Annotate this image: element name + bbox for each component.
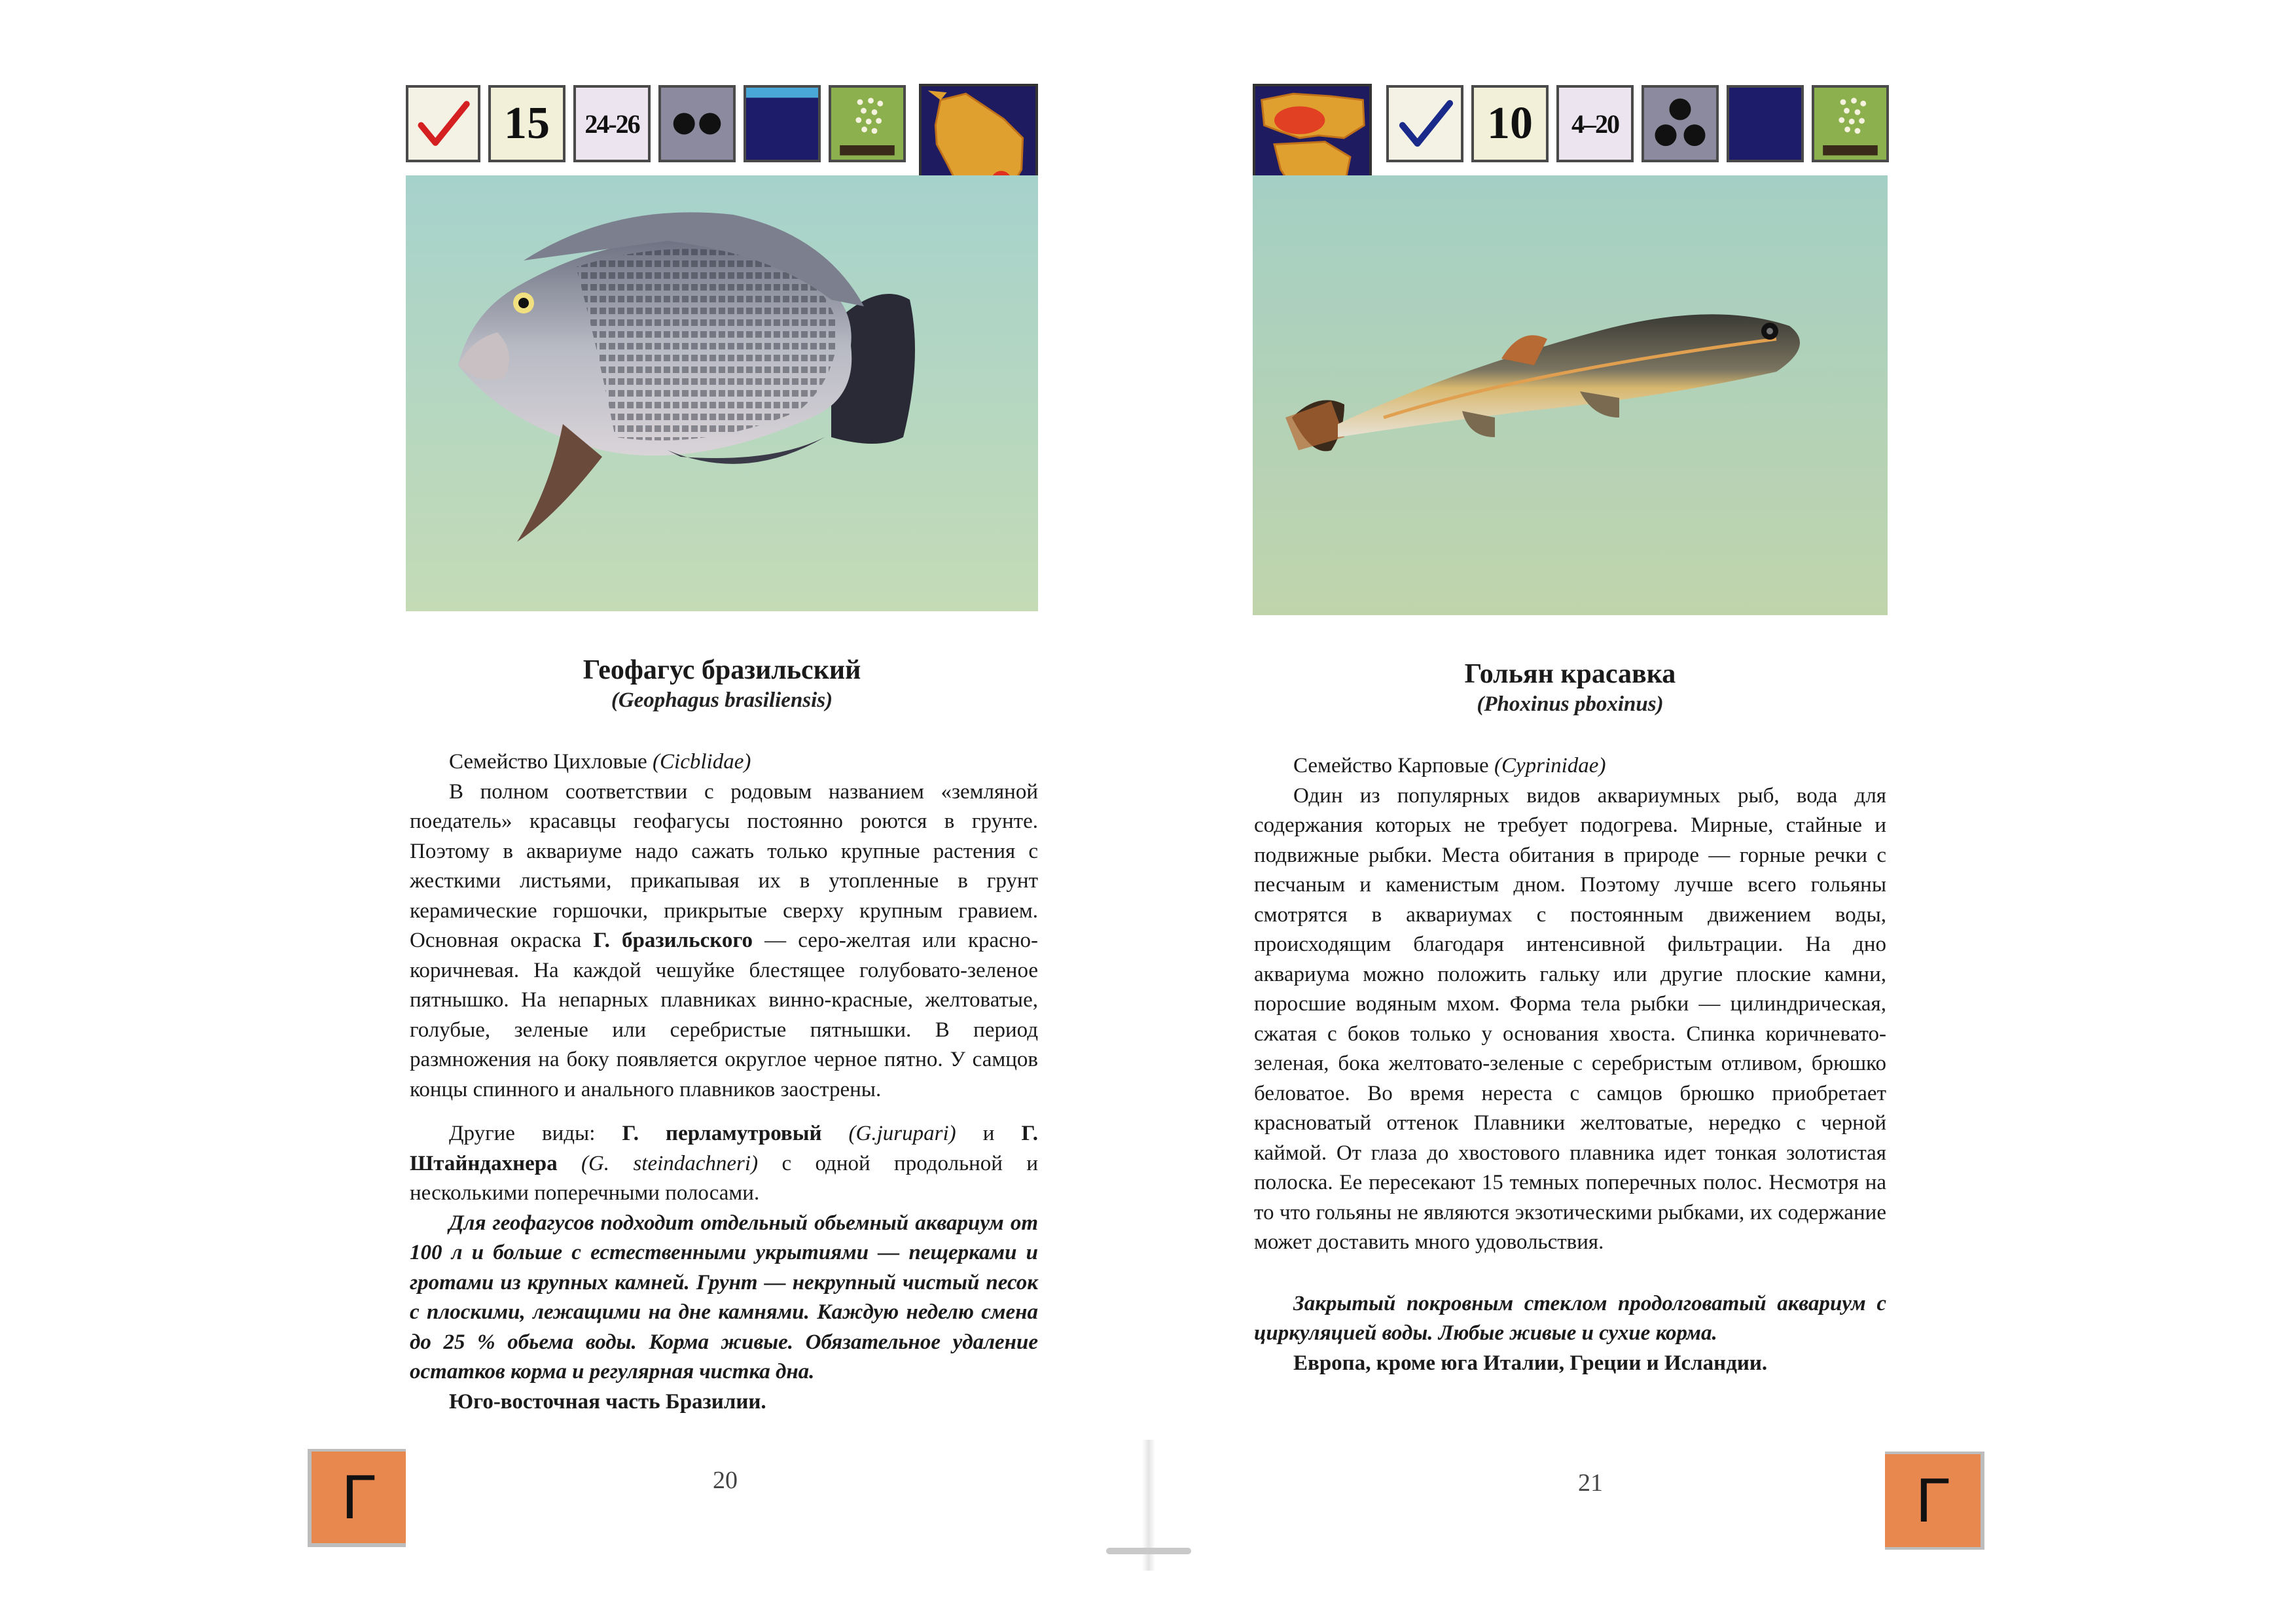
compatibility-check-icon bbox=[1386, 85, 1463, 162]
temperature-badge bbox=[573, 85, 651, 162]
right-page bbox=[1148, 0, 2296, 1623]
habitat-region: Европа, кроме юга Италии, Греции и Исландии. bbox=[1293, 1351, 1768, 1375]
family-label: Семейство Карповые bbox=[1293, 754, 1494, 777]
alphabet-tab-letter: Г bbox=[312, 1452, 406, 1543]
other-species-text: с одной продольной и несколькими поперечными полосами. bbox=[410, 1151, 1038, 1205]
family-label: Семейство Цихловые bbox=[449, 750, 653, 774]
alphabet-tab-letter: Г bbox=[1885, 1454, 1981, 1547]
other-species-2: Г. Штайндахнера bbox=[410, 1122, 1038, 1175]
habitat-region: Юго-восточная часть Бразилии. bbox=[449, 1389, 766, 1414]
other-species-and: и bbox=[956, 1122, 1022, 1145]
page-number: 21 bbox=[1578, 1469, 1603, 1497]
temperature-value: 24-26 bbox=[584, 109, 639, 139]
water-level-dots-icon bbox=[658, 85, 736, 162]
family-latin: (Cicblidae) bbox=[653, 750, 751, 774]
other-species-2-latin: (G. steindachneri) bbox=[557, 1151, 759, 1175]
description-species-bold: Г. бразильского bbox=[593, 929, 753, 952]
fish-size-badge bbox=[1471, 85, 1549, 162]
fish-size-badge bbox=[488, 85, 565, 162]
other-species-paragraph bbox=[410, 1119, 1038, 1209]
compatibility-check-icon bbox=[406, 85, 480, 162]
other-species-1-latin: (G.jurupari) bbox=[821, 1122, 956, 1145]
species-description bbox=[410, 747, 1038, 1417]
plant-food-icon bbox=[829, 85, 906, 162]
page-number: 20 bbox=[713, 1467, 738, 1494]
other-species-1: Г. перламутровый bbox=[622, 1122, 822, 1145]
description-paragraph: Один из популярных видов аквариумных рыб, вода для содержания которых не требует подогрева. Мирные, стайные и подвижные рыбки. Места обитания в природе — горные речки с песчаным и каменистым дном. Поэтому лучше всего гольяны смотрятся в аквариумах с постоянным движением воды, происходящим благодаря интенсивной фильтрации. На дно аквариума можно положить гальку или другие плоские камни, поросшие водяным мхом. Форма тела рыбки — цилиндрическая, сжатая с боков только у основания хвоста. Спинка коричневато-зеленая, бока желтовато-зеленые с серебристым отливом, брюшко беловатое. Во время нереста с самцов брюшко приобретает красноватый оттенок Плавники желтоватые, нередко с черной каймой. От глаза до хвостового плавника идет тонкая золотистая полоска. Ее пересекают 15 темных поперечных полос. Несмотря на то что гольяны не являются экзотическими рыбками, их содержание может доставить много удовольствия. bbox=[1254, 783, 1886, 1254]
family-latin: (Cyprinidae) bbox=[1494, 754, 1606, 777]
book-bottom-shadow bbox=[1106, 1548, 1191, 1554]
fish-size-value: 10 bbox=[1487, 98, 1533, 149]
family-line bbox=[410, 747, 1038, 777]
care-note: Для геофагусов подходит отдельный обьемный аквариум от 100 л и больше с естественными укрытиями — пещерками и гротами из крупных камней. Грунт — некрупный чистый песок с плоскими, лежащими на дне камнями. Каждую неделю смена до 25 % обьема воды. Корма живые. Обязательное удаление остатков корма и регулярная чистка дна. bbox=[410, 1211, 1038, 1383]
family-line bbox=[1254, 751, 1886, 781]
water-column-icon bbox=[744, 85, 821, 162]
species-title: Гольян красавка bbox=[1464, 659, 1676, 689]
temperature-badge bbox=[1556, 85, 1634, 162]
description-text-b: — серо-желтая или красно-коричневая. На каждой чешуйке блестящее голубовато-зеленое пятнышко. На непарных плавниках винно-красные, желтоватые, голубые, зеленые или серебристые пятнышки. В период размножения на боку появляется округлое черное пятно. У самцов концы спинного и анального плавников заострены. bbox=[410, 929, 1038, 1101]
species-latin-name: (Geophagus brasiliensis) bbox=[611, 688, 833, 712]
species-title: Геофагус бразильский bbox=[583, 655, 861, 685]
water-column-icon bbox=[1727, 85, 1804, 162]
fish-photo-minnow bbox=[1253, 175, 1888, 615]
species-description bbox=[1254, 751, 1886, 1378]
fish-photo-geophagus bbox=[406, 175, 1038, 611]
temperature-value: 4–20 bbox=[1571, 109, 1619, 139]
fish-size-value: 15 bbox=[504, 98, 550, 149]
species-latin-name: (Phoxinus pboxinus) bbox=[1477, 692, 1664, 716]
description-text-a: В полном соответствии с родовым названием «земляной поедатель» красавцы геофагусы постоянно роются в грунте. Поэтому в аквариуме надо сажать только крупные растения с жесткими листьями, прикапывая их в утопленные в грунт керамические горшочки, прикрытые сверху крупным гравием. Основная окраска bbox=[410, 779, 1038, 952]
other-species-label: Другие виды: bbox=[449, 1122, 622, 1145]
care-note: Закрытый покровным стеклом продолговатый аквариум с циркуляцией воды. Любые живые и сухие корма. bbox=[1254, 1291, 1886, 1345]
description-paragraph bbox=[410, 777, 1038, 1105]
water-level-dots-icon bbox=[1641, 85, 1719, 162]
plant-food-icon bbox=[1812, 85, 1889, 162]
